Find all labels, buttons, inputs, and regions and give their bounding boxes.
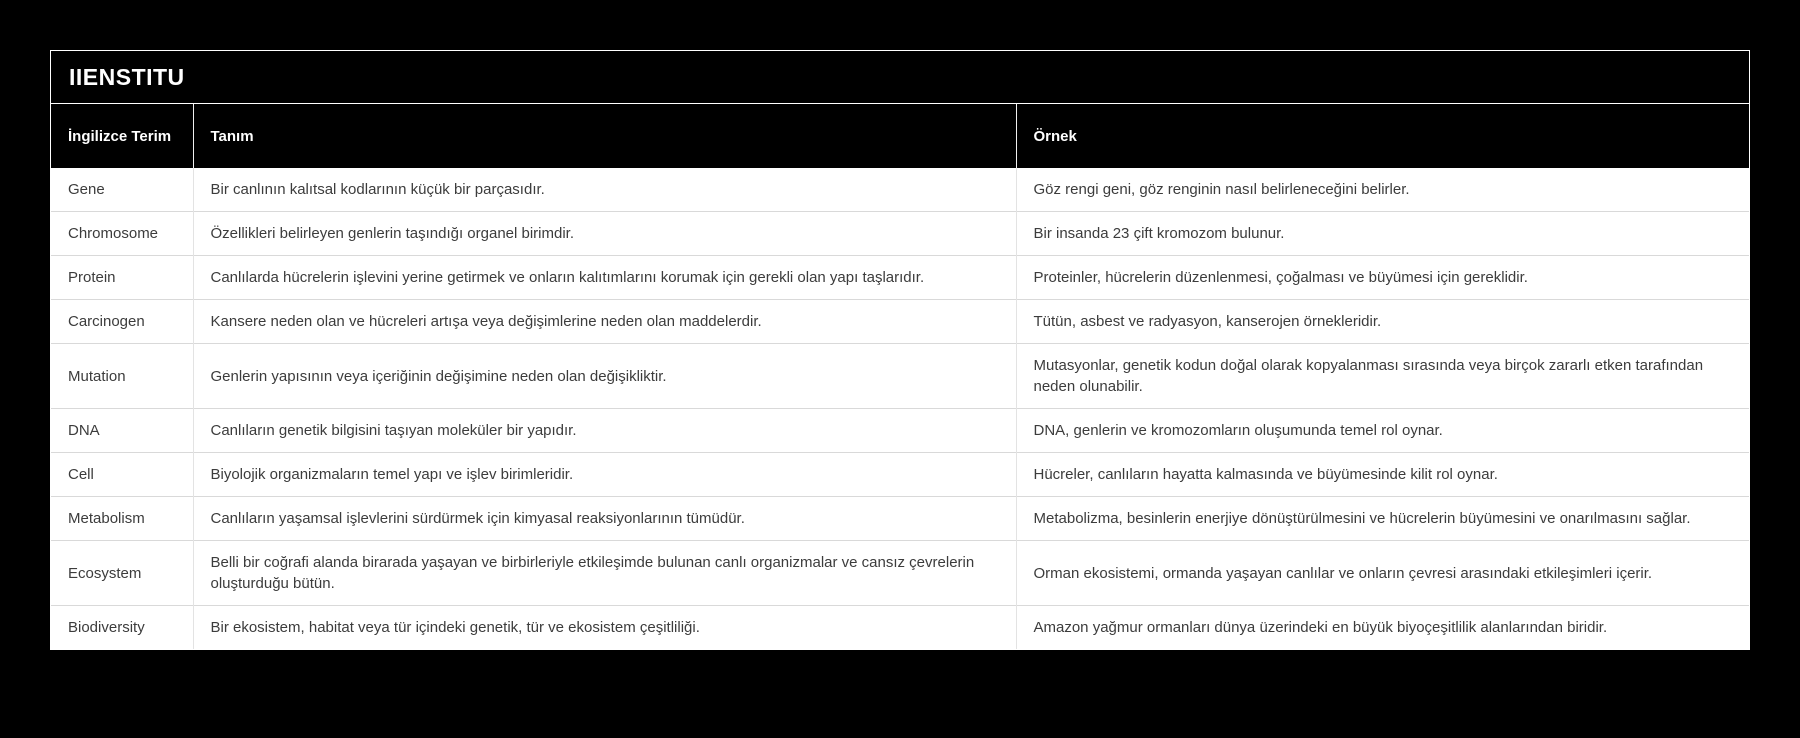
example-cell: Orman ekosistemi, ormanda yaşayan canlılar ve onların çevresi arasındaki etkileşimleri içerir. <box>1016 541 1749 606</box>
definition-cell: Bir canlının kalıtsal kodlarının küçük bir parçasıdır. <box>193 168 1016 212</box>
term-cell: Biodiversity <box>51 606 193 650</box>
glossary-table <box>51 104 1749 649</box>
table-row <box>51 300 1749 344</box>
definition-cell: Canlılarda hücrelerin işlevini yerine getirmek ve onların kalıtımlarını korumak için gerekli olan yapı taşlarıdır. <box>193 256 1016 300</box>
glossary-card <box>50 50 1750 650</box>
definition-cell: Özellikleri belirleyen genlerin taşındığı organel birimdir. <box>193 212 1016 256</box>
definition-cell: Belli bir coğrafi alanda birarada yaşayan ve birbirleriyle etkileşimde bulunan canlı organizmalar ve cansız çevrelerin oluşturduğu bütün. <box>193 541 1016 606</box>
table-row <box>51 409 1749 453</box>
column-header-term: İngilizce Terim <box>51 104 193 168</box>
table-row <box>51 541 1749 606</box>
term-cell: Protein <box>51 256 193 300</box>
term-cell: Ecosystem <box>51 541 193 606</box>
table-row <box>51 256 1749 300</box>
definition-cell: Canlıların yaşamsal işlevlerini sürdürmek için kimyasal reaksiyonlarının tümüdür. <box>193 497 1016 541</box>
definition-cell: Canlıların genetik bilgisini taşıyan moleküler bir yapıdır. <box>193 409 1016 453</box>
column-header-example: Örnek <box>1016 104 1749 168</box>
example-cell: Amazon yağmur ormanları dünya üzerindeki en büyük biyoçeşitlilik alanlarından biridir. <box>1016 606 1749 650</box>
term-cell: Mutation <box>51 344 193 409</box>
table-row <box>51 344 1749 409</box>
term-cell: DNA <box>51 409 193 453</box>
table-row <box>51 168 1749 212</box>
example-cell: Metabolizma, besinlerin enerjiye dönüştürülmesini ve hücrelerin büyümesini ve onarılmasını sağlar. <box>1016 497 1749 541</box>
table-row <box>51 606 1749 650</box>
example-cell: Hücreler, canlıların hayatta kalmasında ve büyümesinde kilit rol oynar. <box>1016 453 1749 497</box>
example-cell: Tütün, asbest ve radyasyon, kanserojen örnekleridir. <box>1016 300 1749 344</box>
table-row <box>51 212 1749 256</box>
column-header-definition: Tanım <box>193 104 1016 168</box>
example-cell: Proteinler, hücrelerin düzenlenmesi, çoğalması ve büyümesi için gereklidir. <box>1016 256 1749 300</box>
term-cell: Metabolism <box>51 497 193 541</box>
example-cell: DNA, genlerin ve kromozomların oluşumunda temel rol oynar. <box>1016 409 1749 453</box>
term-cell: Gene <box>51 168 193 212</box>
table-header-row <box>51 104 1749 168</box>
term-cell: Carcinogen <box>51 300 193 344</box>
term-cell: Cell <box>51 453 193 497</box>
example-cell: Mutasyonlar, genetik kodun doğal olarak kopyalanması sırasında veya birçok zararlı etken tarafından neden olunabilir. <box>1016 344 1749 409</box>
example-cell: Göz rengi geni, göz renginin nasıl belirleneceğini belirler. <box>1016 168 1749 212</box>
table-row <box>51 453 1749 497</box>
term-cell: Chromosome <box>51 212 193 256</box>
definition-cell: Bir ekosistem, habitat veya tür içindeki genetik, tür ve ekosistem çeşitliliği. <box>193 606 1016 650</box>
brand-title: IIENSTITU <box>51 51 1749 104</box>
definition-cell: Kansere neden olan ve hücreleri artışa veya değişimlerine neden olan maddelerdir. <box>193 300 1016 344</box>
example-cell: Bir insanda 23 çift kromozom bulunur. <box>1016 212 1749 256</box>
definition-cell: Biyolojik organizmaların temel yapı ve işlev birimleridir. <box>193 453 1016 497</box>
table-row <box>51 497 1749 541</box>
definition-cell: Genlerin yapısının veya içeriğinin değişimine neden olan değişikliktir. <box>193 344 1016 409</box>
table-body <box>51 168 1749 649</box>
